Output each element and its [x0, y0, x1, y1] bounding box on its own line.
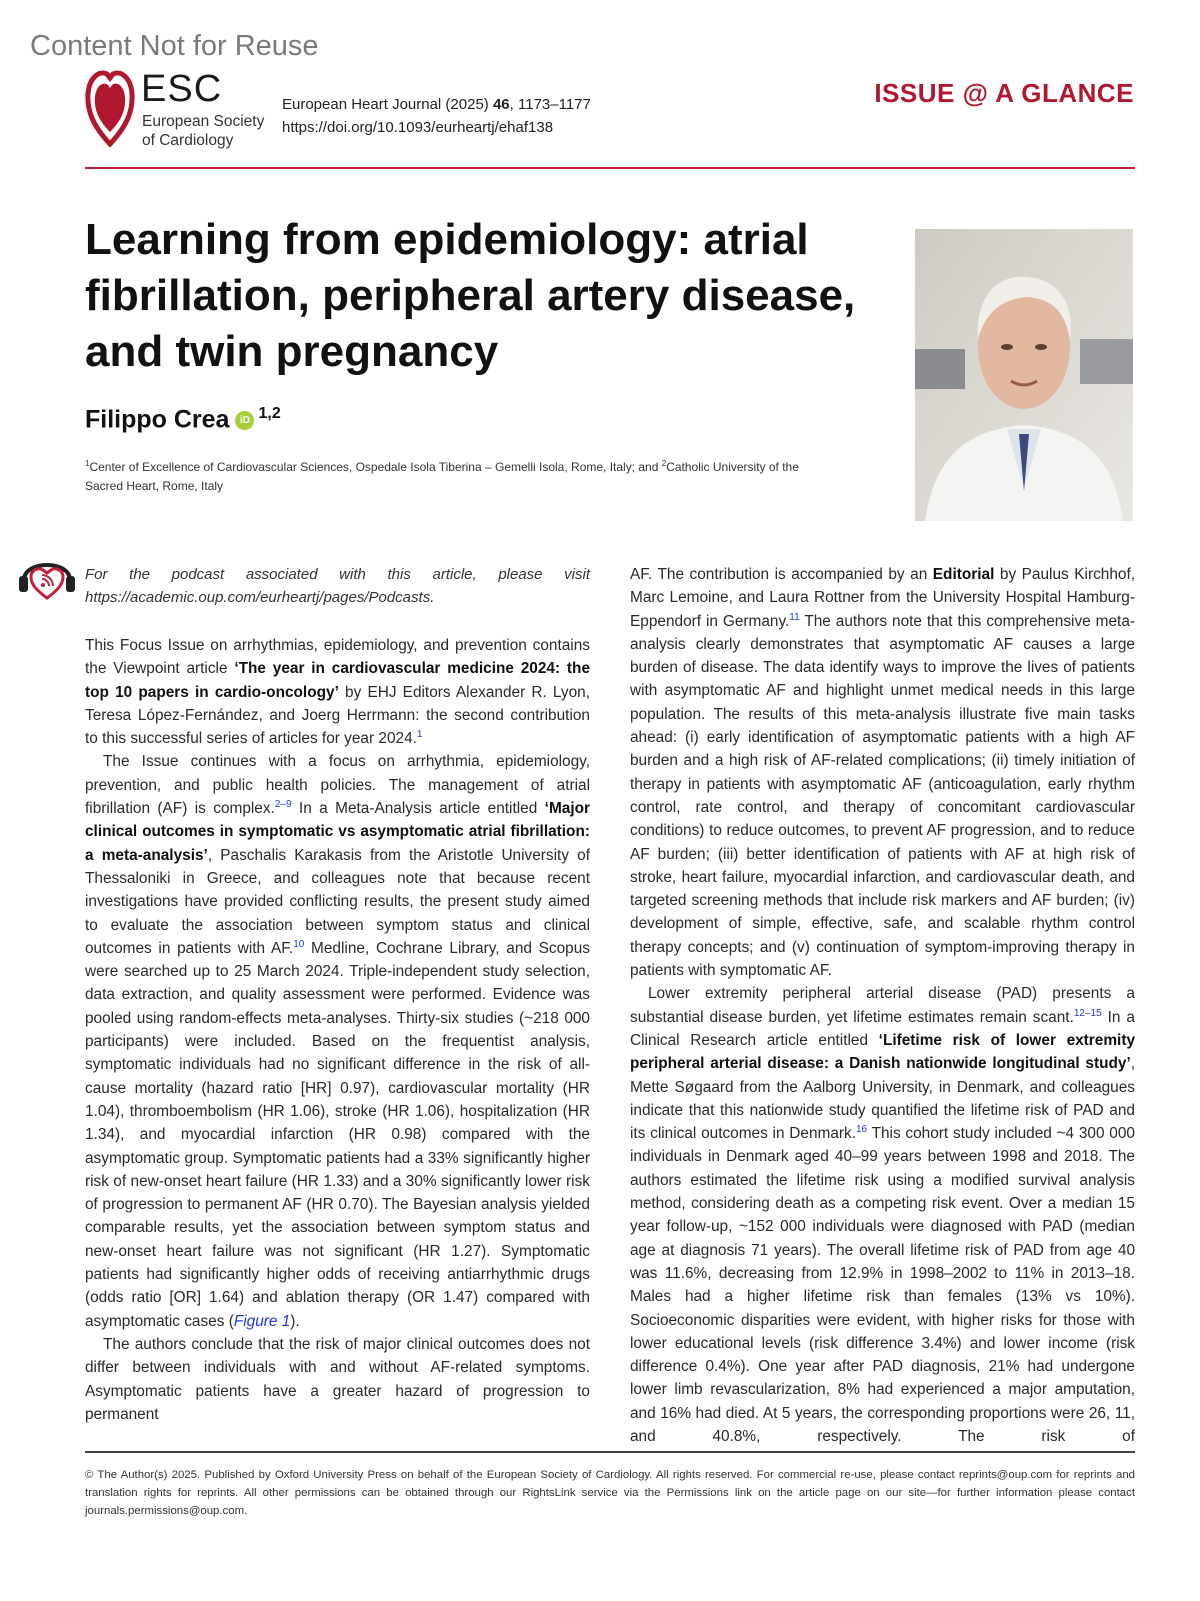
text: by EHJ Editors Alexander R. Lyon, Teresa López-Fernández, and Joerg Herrmann: the second contribution to this successful series of articles for year 2024.: [85, 683, 591, 748]
citation-link[interactable]: 10: [293, 938, 305, 950]
article-reference-title: ‘Major clinical outcomes in symptomatic vs asymptomatic atrial fibrillation: a meta-analysis’: [85, 800, 590, 864]
esc-logo: [85, 66, 275, 152]
doi-link[interactable]: https://doi.org/10.1093/eurheartj/ehaf138: [282, 119, 554, 136]
footer-divider: [85, 1451, 1135, 1453]
journal-citation: [282, 93, 591, 139]
text: The authors note that this comprehensive meta-analysis clearly demonstrates that asymptomatic AF causes a large burden of disease. The data identify ways to improve the lives of patients with asymptomatic AF and highlight unmet medical needs in this large population. The results of this meta-analysis illustrate five main tasks ahead: (i) early identification of asymptomatic patients with a high AF burden and a high risk of AF-related complications; (ii) timely initiation of therapy in patients with asymptomatic AF (anticoagulation, early rhythm control, rate control, and therapy of concomitant cardiovascular conditions) to reduce outcomes, to prevent AF progression, and to reduce AF burden; (iii) better identification of patients with AF at high risk of stroke, heart failure, myocardial infarction, and cardiovascular death, and targeted screening methods that include risk markers and AF burden; (iv) development of simple, effective, safe, and scalable rhythm control therapy concepts; and (v) continuation of symptom-improving therapy in patients with symptomatic AF.: [630, 612, 1135, 980]
paragraph: [630, 982, 1135, 1448]
citation-link[interactable]: 12–15: [1073, 1007, 1102, 1019]
text: The Issue continues with a focus on arrhythmia, epidemiology, prevention, and public health policies. The management of atrial fibrillation (AF) is complex.: [85, 753, 590, 818]
paragraph: [85, 634, 590, 750]
text: by Paulus Kirchhof, Marc Lemoine, and Laura Rottner from the University Hospital Hamburg-Eppendorf in Germany.: [630, 566, 1135, 630]
affil-text: Catholic University of the Sacred Heart, Rome, Italy: [85, 460, 799, 493]
editorial-label: Editorial: [932, 566, 995, 583]
text: Medline, Cochrane Library, and Scopus were searched up to 25 March 2024. Triple-independent study selection, data extraction, and quality assessment were performed. Evidence was pooled using random-effects meta-analyses. Thirty-six studies (~218 000 participants) were included. Based on the frequentist analysis, symptomatic individuals had no significant difference in the risk of all-cause mortality (hazard ratio [HR] 0.97), cardiovascular mortality (HR 1.04), thromboembolism (HR 1.06), stroke (HR 1.06), hospitalization (HR 1.34), and myocardial infarction (HR 0.98) compared with the asymptomatic group. Symptomatic patients had a 33% significantly higher risk of new-onset heart failure (HR 1.33) and a 30% significantly lower risk of progression to permanent AF (HR 0.70). The Bayesian analysis yielded comparable results, yet the association between symptom status and new-onset heart failure was not significant (HR 1.27). Symptomatic patients had significantly higher odds of receiving antiarrhythmic drugs (odds ratio [OR] 1.64) and ablation therapy (OR 1.47) compared with asymptomatic cases (: [85, 939, 590, 1330]
affil-mark: 1: [85, 459, 90, 468]
logo-name-line2: of Cardiology: [142, 132, 234, 149]
article-reference-title: ‘Lifetime risk of lower extremity peripheral arterial disease: a Danish nationwide longitudinal study’: [630, 1031, 1136, 1073]
text: , Mette Søgaard from the Aalborg University, in Denmark, and colleagues indicate that this nationwide study quantified the lifetime risk of PAD and its clinical outcomes in Denmark.: [630, 1055, 1135, 1143]
article-title: Learning from epidemiology: atrial fibrillation, peripheral artery disease, and twin pregnancy: [85, 215, 856, 376]
author-name: Filippo Crea: [85, 405, 230, 434]
affil-mark: 2: [661, 459, 667, 468]
body-column-right: [630, 563, 1135, 1448]
article-reference-title: ‘The year in cardiovascular medicine 2024: the top 10 papers in cardio-oncology’: [85, 660, 590, 701]
header-divider: [85, 167, 1135, 169]
affil-text: Center of Excellence of Cardiovascular Sciences, Ospedale Isola Tiberina – Gemelli Isola, Rome, Italy; and: [89, 460, 662, 474]
paragraph: [85, 1333, 590, 1426]
text: The authors conclude that the risk of major clinical outcomes does not differ between individuals with and without AF-related symptoms. Asymptomatic patients have a greater hazard of progression to permanent: [85, 1335, 590, 1423]
heart-logo-icon: [85, 66, 135, 150]
body-column-left: [85, 634, 590, 1426]
citation-link[interactable]: 11: [789, 611, 800, 623]
citation-link[interactable]: 16: [856, 1124, 868, 1135]
affiliations: [85, 455, 825, 495]
text: This cohort study included ~4 300 000 individuals in Denmark aged 40–99 years between 1998 and 2018. The authors estimated the lifetime risk using a modified survival analysis method, considering death as a competing risk event. Over a median 15 year follow-up, ~152 000 individuals were diagnosed with PAD (median age at diagnosis 71 years). The overall lifetime risk of PAD from age 40 was 11.6%, decreasing from 12.9% in 1998–2002 to 11% in 2013–18. Males had a higher lifetime risk than females (13% vs 10%). Socioeconomic disparities were evident, with higher risks for those with lower educational levels (risk difference 3.4%) and lower income (risk difference 0.4%). One year after PAD diagnosis, 21% had undergone lower limb revascularization, 8% had experienced a major amputation, and 16% had died. At 5 years, the corresponding proportions were 26, 11, and 40.8%, respectively. The risk of: [630, 1125, 1135, 1445]
text: Lower extremity peripheral arterial disease (PAD) presents a substantial disease burden, yet lifetime estimates remain scant.: [630, 985, 1135, 1026]
text: This Focus Issue on arrhythmias, epidemiology, and prevention contains the Viewpoint article: [85, 637, 590, 678]
text: AF. The contribution is accompanied by an: [630, 566, 933, 583]
author-affiliation-marks: 1,2: [258, 405, 281, 422]
paragraph: [85, 750, 590, 1332]
text: In a Clinical Research article entitled: [630, 1008, 1135, 1049]
logo-acronym: ESC: [141, 68, 223, 110]
journal-volume: 46: [492, 96, 510, 113]
figure-link[interactable]: Figure 1: [233, 1312, 291, 1330]
podcast-note[interactable]: For the podcast associated with this article, please visit https://academic.oup.com/eurheartj/pages/Podcasts.: [85, 566, 590, 606]
logo-name-line1: European Society: [142, 113, 265, 130]
section-label: ISSUE @ A GLANCE: [874, 78, 1134, 108]
journal-pages: , 1173–1177: [509, 96, 591, 113]
orcid-icon[interactable]: iD: [235, 411, 254, 430]
text: ).: [290, 1312, 300, 1330]
text: In a Meta-Analysis article entitled: [291, 800, 545, 818]
podcast-icon[interactable]: [16, 550, 78, 602]
citation-link[interactable]: 1: [416, 729, 423, 741]
text: , Paschalis Karakasis from the Aristotle University of Thessaloniki in Greece, and colleagues note that because recent investigations have provided conflicting results, the present study aimed to evaluate the association between symptom status and clinical outcomes in patients with AF.: [85, 846, 591, 957]
author-line: [85, 405, 281, 434]
watermark-text: Content Not for Reuse: [30, 30, 319, 62]
paragraph-continued: [630, 563, 1135, 982]
author-photo: [915, 229, 1133, 521]
copyright-footer: © The Author(s) 2025. Published by Oxford University Press on behalf of the European Society of Cardiology. All rights reserved. For commercial re-use, please contact reprints@oup.com for reprints and translation rights for reprints. All other permissions can be obtained through our RightsLink service via the Permissions link on the article page on our site—for further information please contact journals.permissions@oup.com.: [85, 1469, 1135, 1517]
citation-link[interactable]: 2–9: [274, 798, 292, 810]
journal-name: European Heart Journal (2025): [282, 96, 493, 113]
